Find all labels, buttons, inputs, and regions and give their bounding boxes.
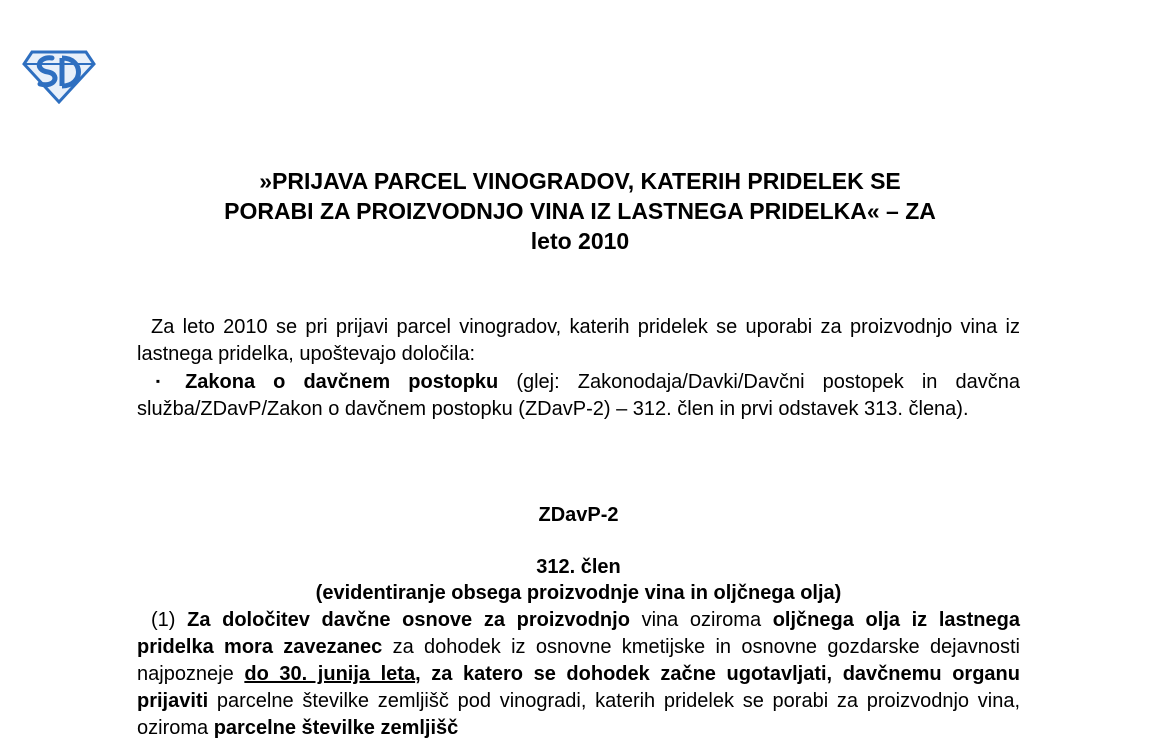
para-text-2: za dohodek iz osnovne kmetijske in osnovne gozdarske dejavnosti najpozneje — [137, 636, 1020, 685]
para-text-1: vina oziroma — [629, 609, 773, 631]
title-line-2: PORABI ZA PROIZVODNJO VINA IZ LASTNEGA PRIDELKA« – ZA — [224, 198, 936, 224]
title-line-1: »PRIJAVA PARCEL VINOGRADOV, KATERIH PRIDELEK SE — [259, 168, 901, 194]
law-name: ZDavP-2 — [538, 504, 619, 526]
para-text-3: parcelne številke zemljišč pod vinogradi, katerih pridelek se porabi za proizvodnjo vina, oziroma — [137, 690, 1020, 739]
bullet-item — [137, 368, 1020, 423]
para-deadline: do 30. junija leta — [244, 663, 416, 685]
intro-paragraph: Za leto 2010 se pri prijavi parcel vinogradov, katerih pridelek se uporabi za proizvodnjo vina iz lastnega pridelka, upoštevajo določila: — [137, 316, 1020, 365]
title-line-3: leto 2010 — [530, 228, 630, 254]
article-title: (evidentiranje obsega proizvodnje vina in oljčnega olja) — [315, 582, 842, 604]
document-title — [130, 166, 1030, 256]
bullet-text: (glej: Zakonodaja/Davki/Davčni postopek in davčna služba/ZDavP/Zakon o davčnem postopku (ZDavP-2) – 312. člen in prvi odstavek 313. člena). — [137, 371, 1020, 420]
para-bold-2: oljčnega olja iz lastnega pridelka mora zavezanec — [137, 609, 1020, 658]
bullet-bold-text: Zakona o davčnem postopku — [185, 371, 499, 393]
para-number: (1) — [151, 609, 188, 631]
para-bold-1: Za določitev davčne osnove za proizvodnjo — [187, 609, 630, 631]
article-number: 312. člen — [536, 556, 621, 578]
article-paragraph-1 — [137, 607, 1020, 742]
sd-shield-logo — [22, 48, 96, 104]
para-bold-4: parcelne številke zemljišč — [213, 717, 459, 739]
para-bold-3: , za katero se dohodek začne ugotavljati, davčnemu organu prijaviti — [137, 663, 1020, 712]
bullet-marker-icon: ▪ — [155, 374, 161, 388]
